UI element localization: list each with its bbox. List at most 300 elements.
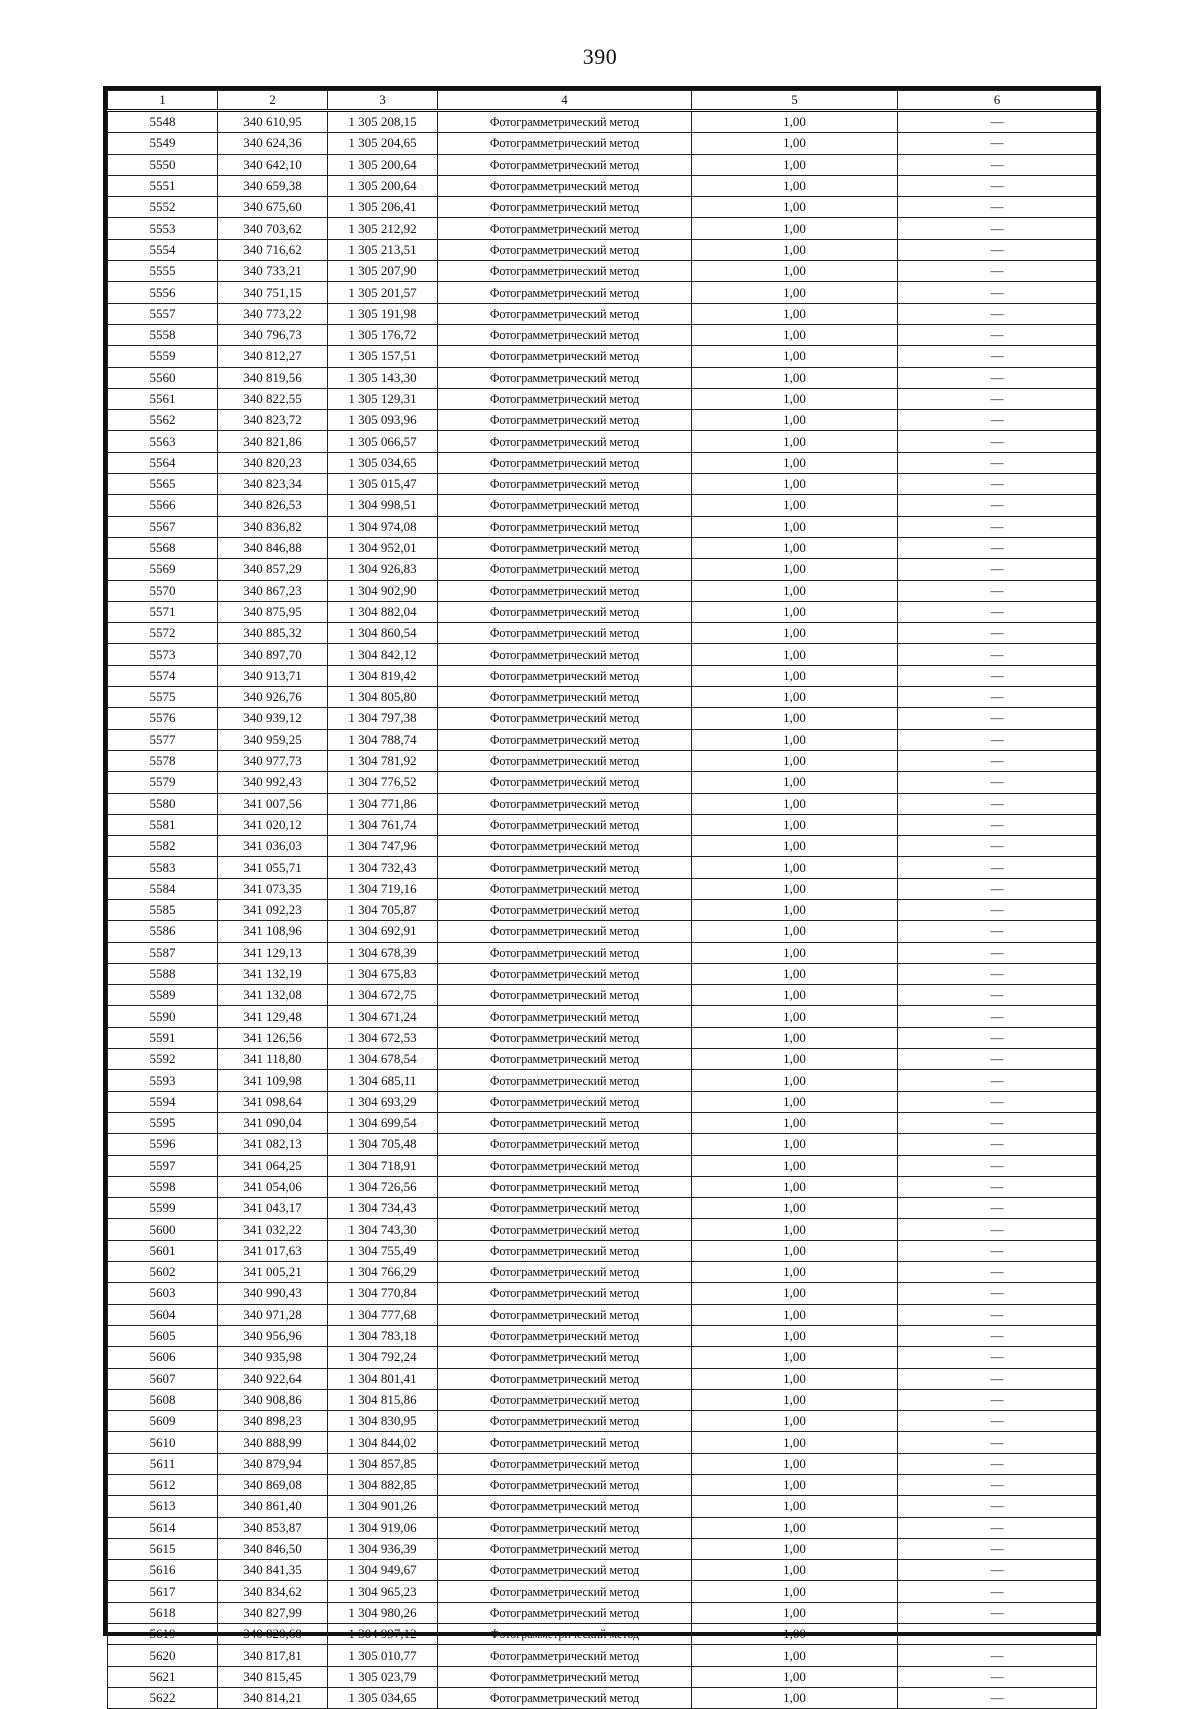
method-cell: Фотограмметрический метод (438, 1389, 692, 1410)
y-coordinate-cell: 1 304 974,08 (328, 516, 438, 537)
accuracy-cell: 1,00 (692, 474, 898, 495)
table-row (108, 197, 1097, 218)
method-cell: Фотограмметрический метод (438, 388, 692, 409)
accuracy-cell: 1,00 (692, 1198, 898, 1219)
note-cell: — (898, 729, 1097, 750)
y-coordinate-cell: 1 305 213,51 (328, 239, 438, 260)
point-number-cell: 5602 (108, 1262, 218, 1283)
point-number-cell: 5605 (108, 1325, 218, 1346)
y-coordinate-cell: 1 304 952,01 (328, 537, 438, 558)
point-number-cell: 5591 (108, 1027, 218, 1048)
table-row (108, 1666, 1097, 1687)
note-cell: — (898, 474, 1097, 495)
x-coordinate-cell: 341 098,64 (218, 1091, 328, 1112)
y-coordinate-cell: 1 304 857,85 (328, 1453, 438, 1474)
note-cell: — (898, 1517, 1097, 1538)
point-number-cell: 5557 (108, 303, 218, 324)
table-row (108, 793, 1097, 814)
table-row (108, 1176, 1097, 1197)
accuracy-cell: 1,00 (692, 1581, 898, 1602)
x-coordinate-cell: 340 853,87 (218, 1517, 328, 1538)
point-number-cell: 5568 (108, 537, 218, 558)
note-cell: — (898, 1602, 1097, 1623)
point-number-cell: 5601 (108, 1240, 218, 1261)
y-coordinate-cell: 1 304 770,84 (328, 1283, 438, 1304)
point-number-cell: 5595 (108, 1112, 218, 1133)
x-coordinate-cell: 340 992,43 (218, 772, 328, 793)
method-cell: Фотограмметрический метод (438, 1496, 692, 1517)
accuracy-cell: 1,00 (692, 346, 898, 367)
x-coordinate-cell: 340 885,32 (218, 623, 328, 644)
point-number-cell: 5572 (108, 623, 218, 644)
x-coordinate-cell: 340 826,53 (218, 495, 328, 516)
accuracy-cell: 1,00 (692, 367, 898, 388)
table-row (108, 388, 1097, 409)
accuracy-cell: 1,00 (692, 324, 898, 345)
table-row (108, 474, 1097, 495)
accuracy-cell: 1,00 (692, 1027, 898, 1048)
accuracy-cell: 1,00 (692, 750, 898, 771)
x-coordinate-cell: 340 834,62 (218, 1581, 328, 1602)
point-number-cell: 5592 (108, 1049, 218, 1070)
point-number-cell: 5582 (108, 836, 218, 857)
accuracy-cell: 1,00 (692, 729, 898, 750)
accuracy-cell: 1,00 (692, 197, 898, 218)
table-row (108, 1496, 1097, 1517)
x-coordinate-cell: 341 109,98 (218, 1070, 328, 1091)
table-row (108, 346, 1097, 367)
x-coordinate-cell: 340 819,56 (218, 367, 328, 388)
point-number-cell: 5606 (108, 1347, 218, 1368)
point-number-cell: 5569 (108, 559, 218, 580)
point-number-cell: 5550 (108, 154, 218, 175)
note-cell: — (898, 1219, 1097, 1240)
table-row (108, 452, 1097, 473)
table-row (108, 1347, 1097, 1368)
method-cell: Фотограмметрический метод (438, 1134, 692, 1155)
x-coordinate-cell: 340 814,21 (218, 1687, 328, 1708)
note-cell: — (898, 1325, 1097, 1346)
y-coordinate-cell: 1 304 747,96 (328, 836, 438, 857)
accuracy-cell: 1,00 (692, 1240, 898, 1261)
accuracy-cell: 1,00 (692, 239, 898, 260)
x-coordinate-cell: 341 020,12 (218, 814, 328, 835)
y-coordinate-cell: 1 304 792,24 (328, 1347, 438, 1368)
x-coordinate-cell: 340 815,45 (218, 1666, 328, 1687)
x-coordinate-cell: 340 897,70 (218, 644, 328, 665)
point-number-cell: 5566 (108, 495, 218, 516)
point-number-cell: 5620 (108, 1645, 218, 1666)
method-cell: Фотограмметрический метод (438, 1645, 692, 1666)
column-header-1: 1 (108, 91, 218, 111)
method-cell: Фотограмметрический метод (438, 963, 692, 984)
x-coordinate-cell: 341 055,71 (218, 857, 328, 878)
note-cell: — (898, 1538, 1097, 1559)
y-coordinate-cell: 1 305 143,30 (328, 367, 438, 388)
accuracy-cell: 1,00 (692, 899, 898, 920)
y-coordinate-cell: 1 305 206,41 (328, 197, 438, 218)
point-number-cell: 5559 (108, 346, 218, 367)
x-coordinate-cell: 340 733,21 (218, 261, 328, 282)
point-number-cell: 5604 (108, 1304, 218, 1325)
note-cell: — (898, 282, 1097, 303)
accuracy-cell: 1,00 (692, 1325, 898, 1346)
note-cell: — (898, 1645, 1097, 1666)
note-cell: — (898, 1070, 1097, 1091)
note-cell: — (898, 623, 1097, 644)
x-coordinate-cell: 341 132,08 (218, 985, 328, 1006)
table-row (108, 985, 1097, 1006)
note-cell: — (898, 1027, 1097, 1048)
table-body (108, 111, 1097, 1709)
x-coordinate-cell: 340 939,12 (218, 708, 328, 729)
y-coordinate-cell: 1 304 672,53 (328, 1027, 438, 1048)
accuracy-cell: 1,00 (692, 1283, 898, 1304)
method-cell: Фотограмметрический метод (438, 665, 692, 686)
table-row (108, 1155, 1097, 1176)
x-coordinate-cell: 340 869,08 (218, 1475, 328, 1496)
x-coordinate-cell: 340 898,23 (218, 1411, 328, 1432)
note-cell: — (898, 985, 1097, 1006)
table-row (108, 687, 1097, 708)
x-coordinate-cell: 340 913,71 (218, 665, 328, 686)
method-cell: Фотограмметрический метод (438, 303, 692, 324)
note-cell: — (898, 495, 1097, 516)
method-cell: Фотограмметрический метод (438, 367, 692, 388)
x-coordinate-cell: 340 812,27 (218, 346, 328, 367)
method-cell: Фотограмметрический метод (438, 1155, 692, 1176)
note-cell: — (898, 1347, 1097, 1368)
note-cell: — (898, 1389, 1097, 1410)
point-number-cell: 5607 (108, 1368, 218, 1389)
y-coordinate-cell: 1 304 788,74 (328, 729, 438, 750)
table-row (108, 1006, 1097, 1027)
y-coordinate-cell: 1 304 671,24 (328, 1006, 438, 1027)
x-coordinate-cell: 341 064,25 (218, 1155, 328, 1176)
point-number-cell: 5599 (108, 1198, 218, 1219)
y-coordinate-cell: 1 304 743,30 (328, 1219, 438, 1240)
note-cell: — (898, 516, 1097, 537)
y-coordinate-cell: 1 304 882,04 (328, 601, 438, 622)
accuracy-cell: 1,00 (692, 282, 898, 303)
point-number-cell: 5584 (108, 878, 218, 899)
y-coordinate-cell: 1 304 672,75 (328, 985, 438, 1006)
y-coordinate-cell: 1 305 015,47 (328, 474, 438, 495)
x-coordinate-cell: 341 129,13 (218, 942, 328, 963)
x-coordinate-cell: 340 827,99 (218, 1602, 328, 1623)
note-cell: — (898, 303, 1097, 324)
note-cell: — (898, 1262, 1097, 1283)
note-cell: — (898, 750, 1097, 771)
table-row (108, 1262, 1097, 1283)
x-coordinate-cell: 340 935,98 (218, 1347, 328, 1368)
x-coordinate-cell: 340 861,40 (218, 1496, 328, 1517)
table-row (108, 1687, 1097, 1708)
table-row (108, 559, 1097, 580)
accuracy-cell: 1,00 (692, 1112, 898, 1133)
y-coordinate-cell: 1 304 761,74 (328, 814, 438, 835)
y-coordinate-cell: 1 304 997,12 (328, 1624, 438, 1645)
method-cell: Фотограмметрический метод (438, 1198, 692, 1219)
note-cell: — (898, 1411, 1097, 1432)
accuracy-cell: 1,00 (692, 793, 898, 814)
accuracy-cell: 1,00 (692, 1687, 898, 1708)
x-coordinate-cell: 340 875,95 (218, 601, 328, 622)
y-coordinate-cell: 1 304 705,48 (328, 1134, 438, 1155)
method-cell: Фотограмметрический метод (438, 324, 692, 345)
note-cell: — (898, 537, 1097, 558)
accuracy-cell: 1,00 (692, 1496, 898, 1517)
table-header-row (108, 91, 1097, 111)
x-coordinate-cell: 340 822,55 (218, 388, 328, 409)
point-number-cell: 5590 (108, 1006, 218, 1027)
note-cell: — (898, 687, 1097, 708)
column-header-2: 2 (218, 91, 328, 111)
table-row (108, 1624, 1097, 1645)
table-row (108, 1049, 1097, 1070)
accuracy-cell: 1,00 (692, 1049, 898, 1070)
point-number-cell: 5588 (108, 963, 218, 984)
accuracy-cell: 1,00 (692, 1517, 898, 1538)
method-cell: Фотограмметрический метод (438, 601, 692, 622)
point-number-cell: 5616 (108, 1560, 218, 1581)
note-cell: — (898, 1496, 1097, 1517)
method-cell: Фотограмметрический метод (438, 1006, 692, 1027)
note-cell: — (898, 1666, 1097, 1687)
point-number-cell: 5585 (108, 899, 218, 920)
table-row (108, 772, 1097, 793)
point-number-cell: 5551 (108, 175, 218, 196)
note-cell: — (898, 1112, 1097, 1133)
y-coordinate-cell: 1 305 200,64 (328, 175, 438, 196)
table-row (108, 218, 1097, 239)
x-coordinate-cell: 340 716,62 (218, 239, 328, 260)
accuracy-cell: 1,00 (692, 708, 898, 729)
method-cell: Фотограмметрический метод (438, 814, 692, 835)
note-cell: — (898, 1368, 1097, 1389)
x-coordinate-cell: 340 922,64 (218, 1368, 328, 1389)
table-row (108, 410, 1097, 431)
point-number-cell: 5621 (108, 1666, 218, 1687)
x-coordinate-cell: 341 043,17 (218, 1198, 328, 1219)
point-number-cell: 5553 (108, 218, 218, 239)
method-cell: Фотограмметрический метод (438, 899, 692, 920)
accuracy-cell: 1,00 (692, 1645, 898, 1666)
note-cell: — (898, 175, 1097, 196)
table-row (108, 1091, 1097, 1112)
x-coordinate-cell: 340 956,96 (218, 1325, 328, 1346)
accuracy-cell: 1,00 (692, 687, 898, 708)
y-coordinate-cell: 1 305 201,57 (328, 282, 438, 303)
table-row (108, 729, 1097, 750)
y-coordinate-cell: 1 304 777,68 (328, 1304, 438, 1325)
y-coordinate-cell: 1 304 678,39 (328, 942, 438, 963)
method-cell: Фотограмметрический метод (438, 197, 692, 218)
table-row (108, 1070, 1097, 1091)
accuracy-cell: 1,00 (692, 1666, 898, 1687)
note-cell: — (898, 921, 1097, 942)
table-row (108, 899, 1097, 920)
accuracy-cell: 1,00 (692, 1219, 898, 1240)
method-cell: Фотограмметрический метод (438, 1091, 692, 1112)
accuracy-cell: 1,00 (692, 1070, 898, 1091)
method-cell: Фотограмметрический метод (438, 154, 692, 175)
y-coordinate-cell: 1 304 819,42 (328, 665, 438, 686)
accuracy-cell: 1,00 (692, 1602, 898, 1623)
table-row (108, 111, 1097, 133)
note-cell: — (898, 1240, 1097, 1261)
method-cell: Фотограмметрический метод (438, 516, 692, 537)
x-coordinate-cell: 340 971,28 (218, 1304, 328, 1325)
y-coordinate-cell: 1 304 781,92 (328, 750, 438, 771)
y-coordinate-cell: 1 305 066,57 (328, 431, 438, 452)
x-coordinate-cell: 341 092,23 (218, 899, 328, 920)
accuracy-cell: 1,00 (692, 452, 898, 473)
note-cell: — (898, 239, 1097, 260)
method-cell: Фотограмметрический метод (438, 729, 692, 750)
point-number-cell: 5581 (108, 814, 218, 835)
note-cell: — (898, 665, 1097, 686)
y-coordinate-cell: 1 304 980,26 (328, 1602, 438, 1623)
point-number-cell: 5618 (108, 1602, 218, 1623)
method-cell: Фотограмметрический метод (438, 644, 692, 665)
point-number-cell: 5561 (108, 388, 218, 409)
method-cell: Фотограмметрический метод (438, 1112, 692, 1133)
point-number-cell: 5564 (108, 452, 218, 473)
note-cell: — (898, 346, 1097, 367)
point-number-cell: 5555 (108, 261, 218, 282)
method-cell: Фотограмметрический метод (438, 1666, 692, 1687)
table-row (108, 644, 1097, 665)
note-cell: — (898, 1283, 1097, 1304)
note-cell: — (898, 836, 1097, 857)
x-coordinate-cell: 341 054,06 (218, 1176, 328, 1197)
table-row (108, 708, 1097, 729)
method-cell: Фотограмметрический метод (438, 921, 692, 942)
note-cell: — (898, 410, 1097, 431)
method-cell: Фотограмметрический метод (438, 1240, 692, 1261)
note-cell: — (898, 580, 1097, 601)
point-number-cell: 5570 (108, 580, 218, 601)
table-row (108, 367, 1097, 388)
point-number-cell: 5589 (108, 985, 218, 1006)
note-cell: — (898, 601, 1097, 622)
y-coordinate-cell: 1 304 693,29 (328, 1091, 438, 1112)
accuracy-cell: 1,00 (692, 942, 898, 963)
table-row (108, 1304, 1097, 1325)
x-coordinate-cell: 340 959,25 (218, 729, 328, 750)
table-row (108, 537, 1097, 558)
y-coordinate-cell: 1 305 191,98 (328, 303, 438, 324)
table-row (108, 878, 1097, 899)
note-cell: — (898, 772, 1097, 793)
method-cell: Фотограмметрический метод (438, 261, 692, 282)
x-coordinate-cell: 341 126,56 (218, 1027, 328, 1048)
y-coordinate-cell: 1 304 919,06 (328, 1517, 438, 1538)
column-header-4: 4 (438, 91, 692, 111)
method-cell: Фотограмметрический метод (438, 793, 692, 814)
accuracy-cell: 1,00 (692, 1411, 898, 1432)
table-row (108, 814, 1097, 835)
accuracy-cell: 1,00 (692, 1304, 898, 1325)
method-cell: Фотограмметрический метод (438, 495, 692, 516)
accuracy-cell: 1,00 (692, 495, 898, 516)
table-row (108, 1475, 1097, 1496)
accuracy-cell: 1,00 (692, 814, 898, 835)
accuracy-cell: 1,00 (692, 985, 898, 1006)
point-number-cell: 5596 (108, 1134, 218, 1155)
note-cell: — (898, 197, 1097, 218)
note-cell: — (898, 793, 1097, 814)
x-coordinate-cell: 340 610,95 (218, 111, 328, 133)
y-coordinate-cell: 1 304 902,90 (328, 580, 438, 601)
y-coordinate-cell: 1 305 129,31 (328, 388, 438, 409)
column-header-3: 3 (328, 91, 438, 111)
method-cell: Фотограмметрический метод (438, 772, 692, 793)
note-cell: — (898, 1560, 1097, 1581)
accuracy-cell: 1,00 (692, 1560, 898, 1581)
y-coordinate-cell: 1 304 675,83 (328, 963, 438, 984)
x-coordinate-cell: 340 773,22 (218, 303, 328, 324)
accuracy-cell: 1,00 (692, 1176, 898, 1197)
accuracy-cell: 1,00 (692, 1624, 898, 1645)
method-cell: Фотограмметрический метод (438, 1304, 692, 1325)
y-coordinate-cell: 1 305 176,72 (328, 324, 438, 345)
method-cell: Фотограмметрический метод (438, 580, 692, 601)
note-cell: — (898, 857, 1097, 878)
x-coordinate-cell: 340 823,34 (218, 474, 328, 495)
table-row (108, 1325, 1097, 1346)
point-number-cell: 5554 (108, 239, 218, 260)
point-number-cell: 5567 (108, 516, 218, 537)
table-row (108, 750, 1097, 771)
table-row (108, 1389, 1097, 1410)
point-number-cell: 5583 (108, 857, 218, 878)
method-cell: Фотограмметрический метод (438, 623, 692, 644)
method-cell: Фотограмметрический метод (438, 1283, 692, 1304)
y-coordinate-cell: 1 304 732,43 (328, 857, 438, 878)
table-row (108, 516, 1097, 537)
y-coordinate-cell: 1 304 936,39 (328, 1538, 438, 1559)
note-cell: — (898, 431, 1097, 452)
note-cell: — (898, 559, 1097, 580)
method-cell: Фотограмметрический метод (438, 410, 692, 431)
y-coordinate-cell: 1 304 692,91 (328, 921, 438, 942)
method-cell: Фотограмметрический метод (438, 133, 692, 154)
point-number-cell: 5549 (108, 133, 218, 154)
method-cell: Фотограмметрический метод (438, 1325, 692, 1346)
x-coordinate-cell: 340 908,86 (218, 1389, 328, 1410)
point-number-cell: 5613 (108, 1496, 218, 1517)
accuracy-cell: 1,00 (692, 261, 898, 282)
x-coordinate-cell: 340 879,94 (218, 1453, 328, 1474)
accuracy-cell: 1,00 (692, 1006, 898, 1027)
point-number-cell: 5594 (108, 1091, 218, 1112)
y-coordinate-cell: 1 304 830,95 (328, 1411, 438, 1432)
note-cell: — (898, 1049, 1097, 1070)
x-coordinate-cell: 341 005,21 (218, 1262, 328, 1283)
y-coordinate-cell: 1 304 901,26 (328, 1496, 438, 1517)
y-coordinate-cell: 1 304 805,80 (328, 687, 438, 708)
method-cell: Фотограмметрический метод (438, 1368, 692, 1389)
accuracy-cell: 1,00 (692, 410, 898, 431)
point-number-cell: 5614 (108, 1517, 218, 1538)
method-cell: Фотограмметрический метод (438, 1411, 692, 1432)
y-coordinate-cell: 1 304 718,91 (328, 1155, 438, 1176)
point-number-cell: 5560 (108, 367, 218, 388)
note-cell: — (898, 324, 1097, 345)
point-number-cell: 5575 (108, 687, 218, 708)
